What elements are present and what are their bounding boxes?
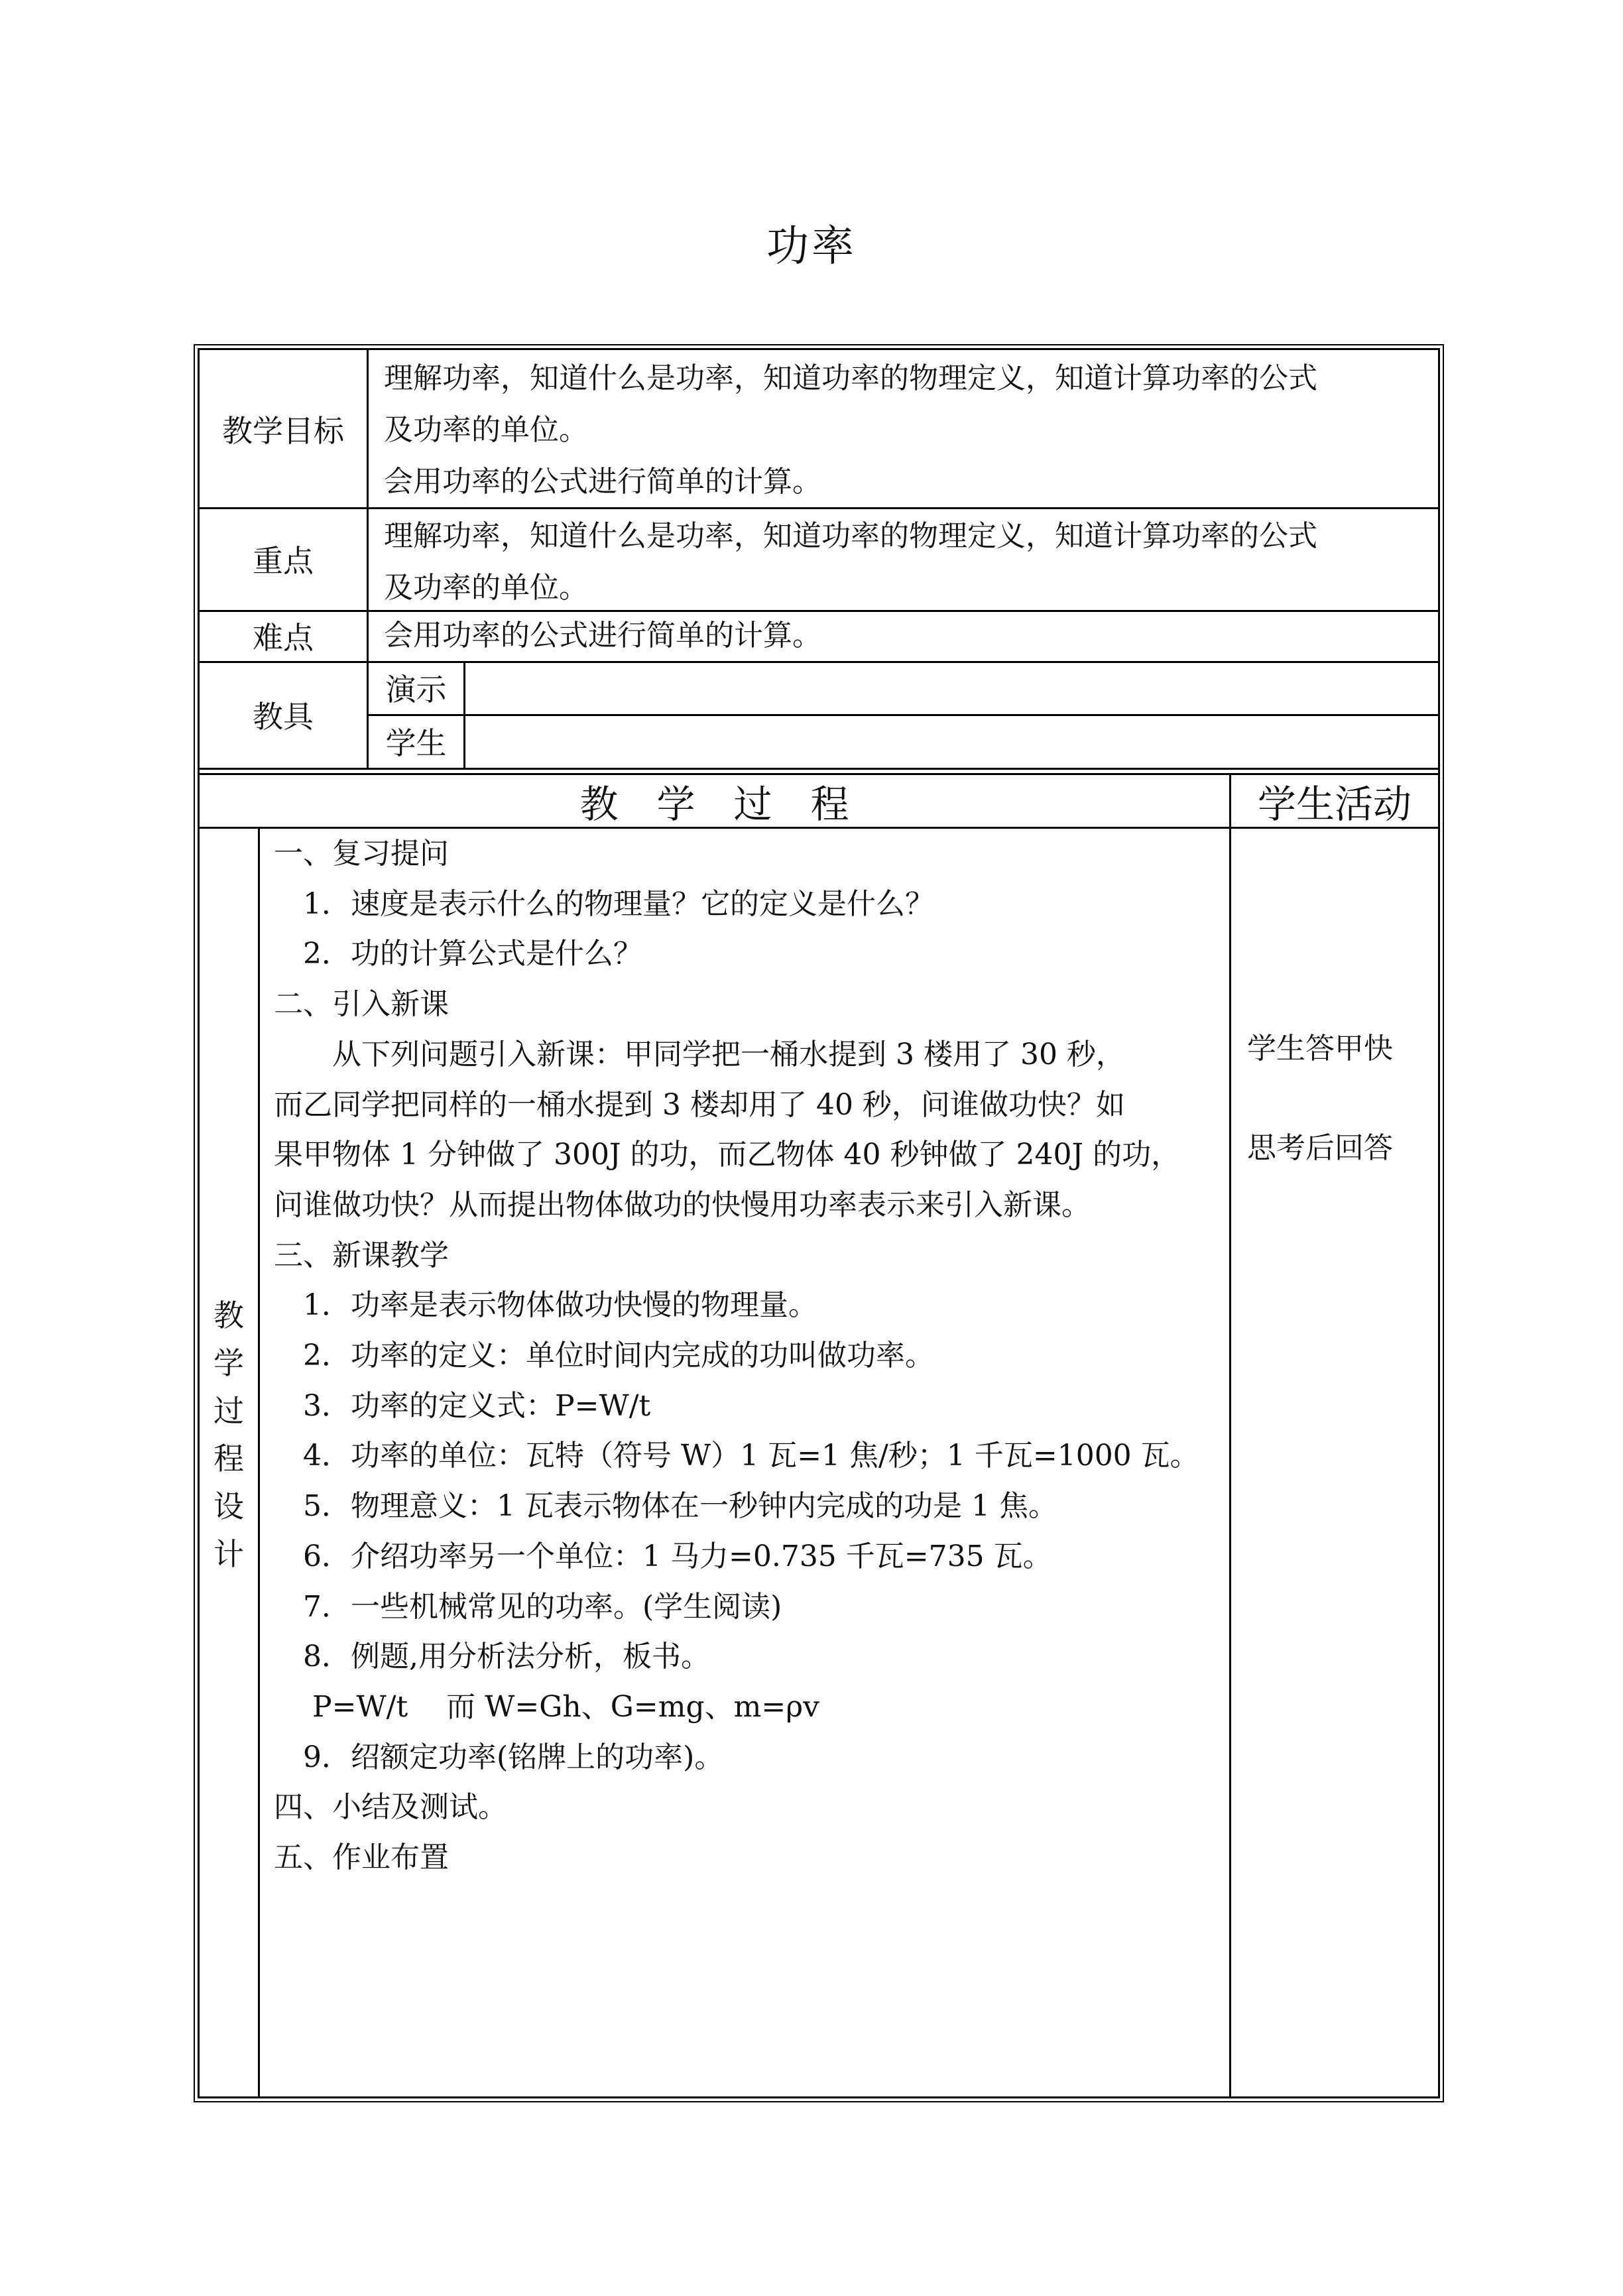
process-line: 五、作业布置 (274, 1841, 449, 1875)
page-title: 功率 (766, 222, 857, 271)
objectives-line: 会用功率的公式进行简单的计算。 (384, 465, 821, 499)
lesson-plan-table (198, 348, 1440, 2098)
process-content (274, 829, 1199, 1883)
process-line: 从下列问题引入新课：甲同学把一桶水提到 3 楼用了 30 秒， (274, 1037, 1125, 1071)
row-divider (200, 507, 1438, 509)
process-line: 四、小结及测试。 (274, 1790, 507, 1825)
process-line: 而乙同学把同样的一桶水提到 3 楼却用了 40 秒，问谁做功快？如 (274, 1087, 1125, 1122)
process-line: 2．功率的定义：单位时间内完成的功叫做功率。 (274, 1339, 934, 1373)
objectives-content (384, 353, 1317, 508)
process-header: 教 学 过 程 (579, 782, 849, 827)
tools-student-label: 学生 (385, 725, 447, 761)
process-line: 7．一些机械常见的功率。(学生阅读) (274, 1589, 782, 1624)
process-line: 3．功率的定义式：P=W/t (274, 1388, 651, 1423)
process-line: 一、复习提问 (274, 837, 449, 871)
difficulties-line: 会用功率的公式进行简单的计算。 (384, 619, 821, 652)
key-points-line: 理解功率，知道什么是功率，知道功率的物理定义，知道计算功率的公式 (384, 519, 1317, 553)
difficulties-label: 难点 (253, 619, 314, 656)
student-activity-2: 思考后回答 (1247, 1131, 1393, 1165)
process-line: 二、引入新课 (274, 987, 449, 1022)
objectives-label: 教学目标 (222, 412, 344, 449)
process-line: P=W/t 而 W=Gh、G=mg、m=ρv (274, 1689, 819, 1724)
key-points-line: 及功率的单位。 (384, 571, 588, 605)
student-activity-1: 学生答甲快 (1247, 1032, 1393, 1065)
tools-inner-divider (367, 714, 1438, 716)
process-line: 1．功率是表示物体做功快慢的物理量。 (274, 1288, 817, 1323)
student-activity-header: 学生活动 (1257, 782, 1412, 827)
key-points-content (384, 511, 1317, 614)
process-line: 4．功率的单位：瓦特（符号 W）1 瓦=1 焦/秒；1 千瓦=1000 瓦。 (274, 1439, 1199, 1473)
side-label-char: 设 (213, 1488, 244, 1524)
side-label-divider (258, 827, 260, 2096)
process-line: 6．介绍功率另一个单位：1 马力=0.735 千瓦=735 瓦。 (274, 1539, 1052, 1573)
objectives-line: 及功率的单位。 (384, 413, 588, 447)
side-label-char: 过 (213, 1393, 244, 1429)
tools-label: 教具 (253, 698, 314, 735)
side-label-char: 计 (213, 1536, 244, 1572)
tools-demo-label: 演示 (385, 672, 447, 707)
process-line: 2．功的计算公式是什么？ (274, 937, 642, 971)
side-label-char: 学 (213, 1345, 244, 1381)
activity-column-divider (1229, 773, 1231, 2096)
process-line: 问谁做功快？从而提出物体做功的快慢用功率表示来引入新课。 (274, 1187, 1091, 1222)
process-line: 9．绍额定功率(铭牌上的功率)。 (274, 1740, 724, 1774)
process-line: 5．物理意义：1 瓦表示物体在一秒钟内完成的功是 1 焦。 (274, 1489, 1057, 1524)
section-divider (200, 768, 1438, 770)
side-label-char: 教 (213, 1298, 244, 1333)
difficulties-content (384, 610, 821, 662)
process-line: 1．速度是表示什么的物理量？它的定义是什么？ (274, 886, 934, 921)
process-side-label (200, 1292, 258, 1578)
process-line: 三、新课教学 (274, 1238, 449, 1272)
process-line: 8．例题,用分析法分析，板书。 (274, 1640, 710, 1674)
key-points-label: 重点 (253, 542, 314, 579)
process-line: 果甲物体 1 分钟做了 300J 的功，而乙物体 40 秒钟做了 240J 的功， (274, 1138, 1181, 1172)
objectives-line: 理解功率，知道什么是功率，知道功率的物理定义，知道计算功率的公式 (384, 361, 1317, 395)
side-label-char: 程 (213, 1441, 244, 1477)
